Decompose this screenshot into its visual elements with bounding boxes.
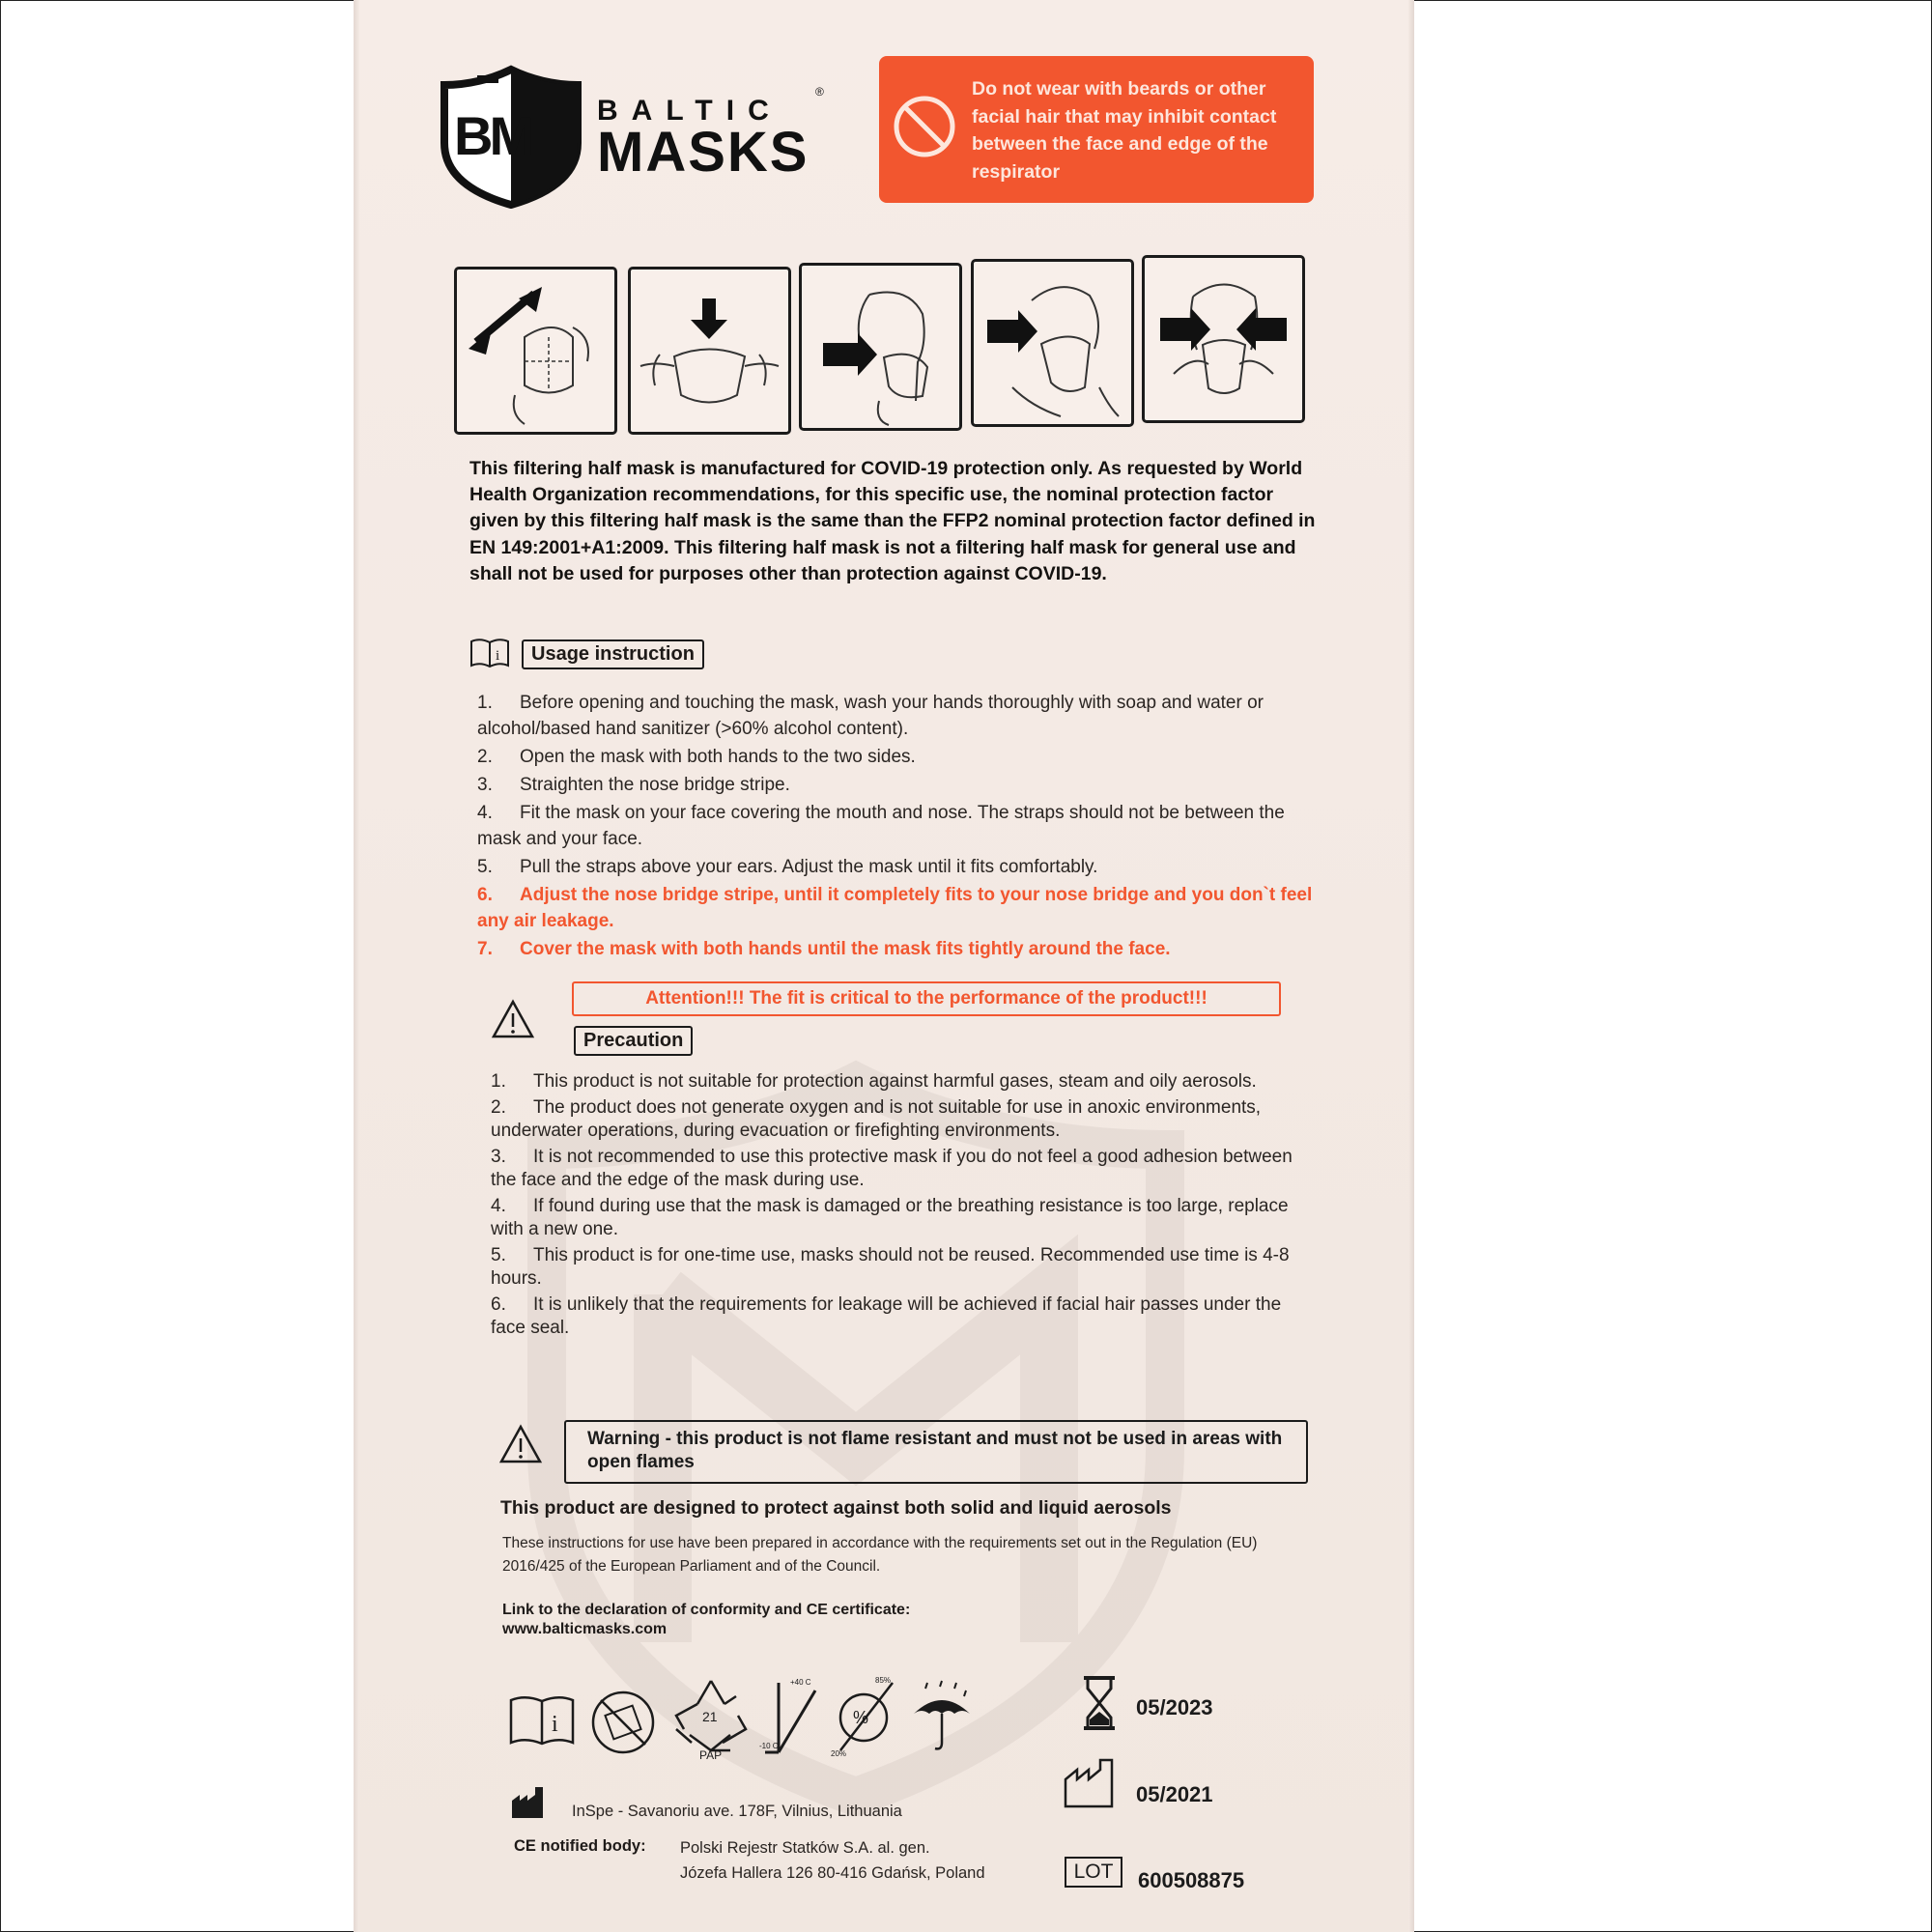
regulation-text: These instructions for use have been prepared in accordance with the requirements set out in the Regulation (EU) 2016/425 of the European Parliament and of the Council. bbox=[502, 1535, 1258, 1575]
prohibition-icon bbox=[891, 93, 958, 160]
svg-text:21: 21 bbox=[702, 1709, 718, 1724]
list-item: 3. Straighten the nose bridge stripe. bbox=[477, 775, 790, 795]
usage-instruction-heading: Usage instruction bbox=[522, 639, 704, 669]
recycle-label: PAP bbox=[699, 1748, 723, 1762]
svg-text:20%: 20% bbox=[831, 1749, 847, 1758]
flame-warning-box bbox=[564, 1420, 1308, 1484]
flame-warning-text: Warning - this product is not flame resistant and must not be used in areas with open flames bbox=[587, 1429, 1283, 1472]
designed-for-text: This product are designed to protect against both solid and liquid aerosols bbox=[500, 1497, 1172, 1519]
beard-warning-box bbox=[879, 56, 1314, 203]
symbols-row bbox=[508, 1671, 1049, 1768]
precaution-list bbox=[491, 1070, 1293, 1343]
instructions-book-icon bbox=[469, 638, 510, 668]
list-item: 5. This product is for one-time use, masks should not be reused. Recommended use time is 4-8 hours. bbox=[491, 1244, 1290, 1289]
svg-text:i: i bbox=[496, 648, 500, 664]
ce-body-line-1: Polski Rejestr Statków S.A. al. gen. bbox=[680, 1839, 930, 1857]
instruction-leaflet bbox=[354, 0, 1414, 1932]
recycle-icon bbox=[670, 1675, 752, 1756]
fitting-illustrations bbox=[454, 259, 1304, 433]
manufacturer-address: InSpe - Savanoriu ave. 178F, Vilnius, Lithuania bbox=[572, 1803, 902, 1820]
conformity-url: www.balticmasks.com bbox=[502, 1621, 668, 1637]
list-item: 2. The product does not generate oxygen and is not suitable for use in anoxic environments, underwater operations, during evacuation or firefighting environments. bbox=[491, 1096, 1262, 1141]
logo-letters: BM bbox=[454, 105, 531, 166]
svg-text:85%: 85% bbox=[875, 1676, 892, 1685]
hourglass-icon bbox=[1080, 1675, 1119, 1731]
keep-dry-icon bbox=[908, 1679, 976, 1756]
card-edge-left bbox=[354, 0, 359, 1932]
card-edge-right bbox=[1408, 0, 1414, 1932]
brand-name-main: MASKS bbox=[597, 121, 810, 184]
intro-paragraph: This filtering half mask is manufactured for COVID-19 protection only. As requested by World Health Organization recommendations, for this specific use, the nominal protection factor given by this filtering half mask is the same than the FFP2 nominal protection factor defined in EN 149:2001+A1:2009. This filtering half mask is not a filtering half mask for general use and shall not be used for purposes other than protection against COVID-19. bbox=[469, 458, 1316, 584]
temperature-limit-icon bbox=[759, 1671, 821, 1764]
list-item: 3. It is not recommended to use this protective mask if you do not feel a good adhesion between the face and the edge of the mask during use. bbox=[491, 1146, 1293, 1190]
list-item: 1. This product is not suitable for protection against harmful gases, steam and oily aerosols. bbox=[491, 1071, 1257, 1092]
flame-warning-triangle-icon bbox=[498, 1424, 543, 1464]
manufacture-date: 05/2021 bbox=[1136, 1782, 1213, 1806]
ce-body-line-2: Józefa Hallera 126 80-416 Gdańsk, Poland bbox=[680, 1864, 985, 1882]
beard-warning-text: Do not wear with beards or other facial hair that may inhibit contact between the face and edge of the respirator bbox=[972, 78, 1277, 183]
factory-date-icon bbox=[1063, 1756, 1117, 1810]
list-item: 4. If found during use that the mask is damaged or the breathing resistance is too large, replace with a new one. bbox=[491, 1195, 1289, 1239]
open-mask-icon bbox=[454, 267, 617, 435]
fit-mask-side-icon bbox=[799, 263, 962, 431]
expiry-date: 05/2023 bbox=[1136, 1695, 1213, 1719]
press-nose-bridge-icon bbox=[1142, 255, 1305, 423]
list-item-highlighted: 7. Cover the mask with both hands until the mask fits tightly around the face. bbox=[477, 939, 1171, 959]
warning-triangle-icon bbox=[491, 999, 535, 1039]
list-item-highlighted: 6. Adjust the nose bridge stripe, until it completely fits to your nose bridge and you don`t feel any air leakage. bbox=[477, 885, 1313, 931]
list-item: 1. Before opening and touching the mask, wash your hands thoroughly with soap and water or alcohol/based hand sanitizer (>60% alcohol content). bbox=[477, 693, 1264, 739]
usage-instruction-list bbox=[477, 690, 1318, 964]
svg-text:%: % bbox=[853, 1708, 869, 1727]
list-item: 6. It is unlikely that the requirements for leakage will be achieved if facial hair passes under the face seal. bbox=[491, 1293, 1282, 1338]
brand-name-top: BALTIC bbox=[597, 95, 782, 127]
place-mask-icon bbox=[628, 267, 791, 435]
lot-number: 600508875 bbox=[1138, 1868, 1245, 1892]
list-item: 5. Pull the straps above your ears. Adjust the mask until it fits comfortably. bbox=[477, 857, 1098, 877]
svg-text:-10 C: -10 C bbox=[759, 1742, 779, 1750]
precaution-heading: Precaution bbox=[574, 1026, 693, 1056]
manufacturer-icon bbox=[510, 1785, 545, 1820]
instructions-icon bbox=[508, 1692, 576, 1747]
ce-notified-body-label: CE notified body: bbox=[514, 1837, 646, 1855]
do-not-reuse-icon bbox=[589, 1689, 657, 1756]
svg-text:i: i bbox=[552, 1712, 558, 1737]
lot-label: LOT bbox=[1065, 1857, 1122, 1888]
registered-mark: ® bbox=[815, 85, 824, 99]
adjust-mask-icon bbox=[971, 259, 1134, 427]
attention-banner: Attention!!! The fit is critical to the performance of the product!!! bbox=[572, 981, 1281, 1016]
humidity-limit-icon bbox=[831, 1673, 900, 1760]
list-item: 4. Fit the mask on your face covering the mouth and nose. The straps should not be between the mask and your face. bbox=[477, 803, 1285, 849]
list-item: 2. Open the mask with both hands to the two sides. bbox=[477, 747, 916, 767]
conformity-link-label: Link to the declaration of conformity and CE certificate: bbox=[502, 1602, 911, 1618]
svg-text:+40 C: +40 C bbox=[790, 1678, 811, 1687]
